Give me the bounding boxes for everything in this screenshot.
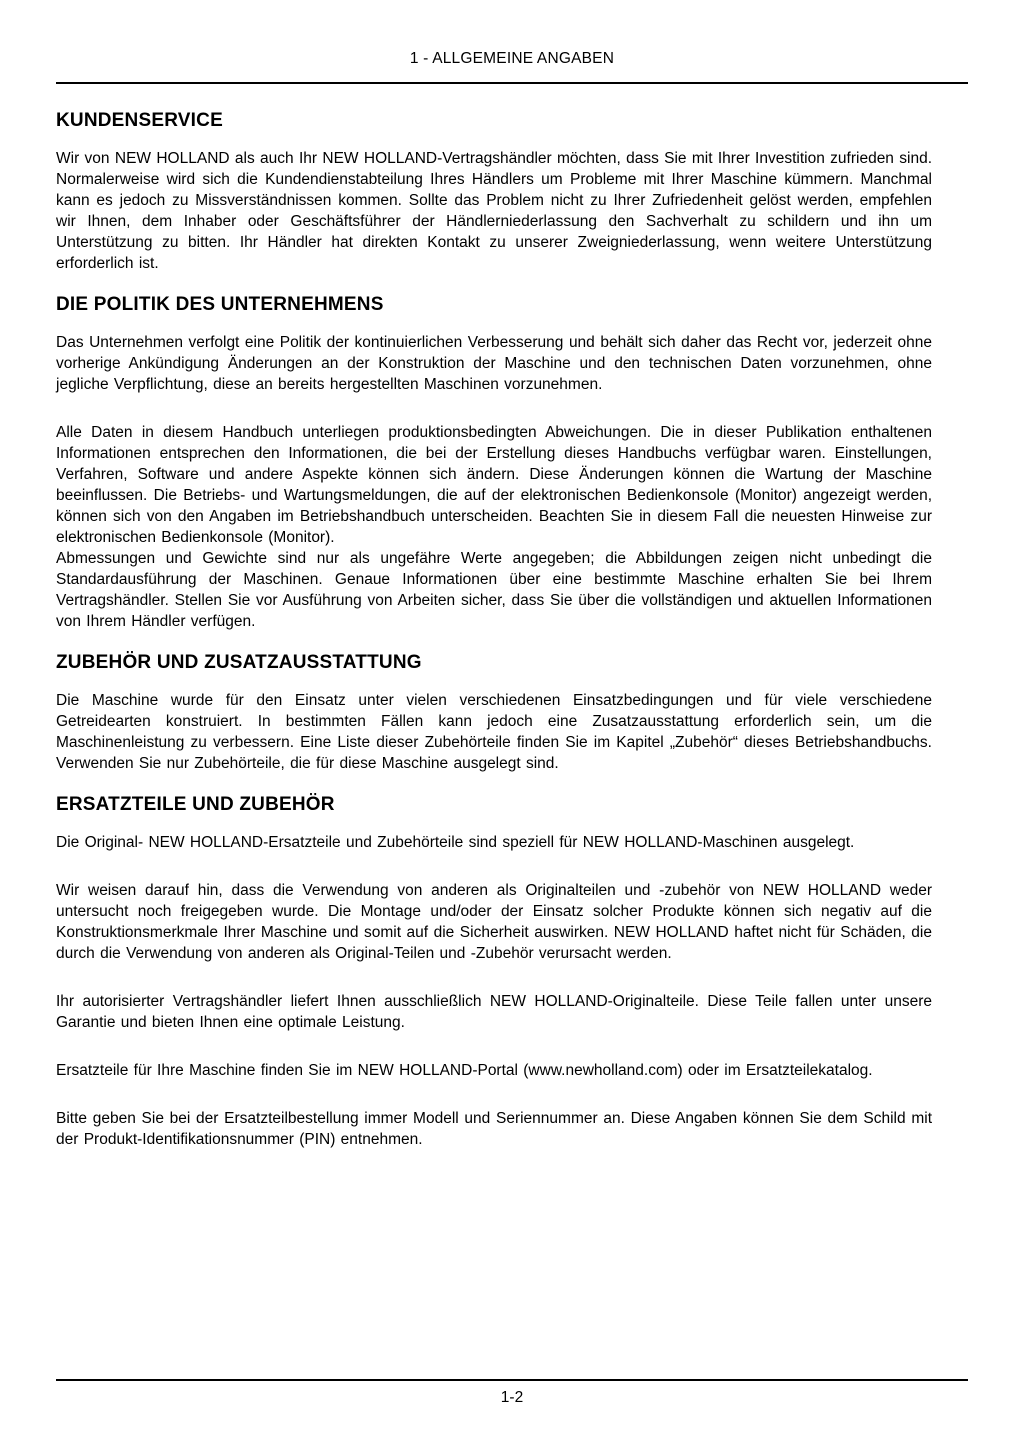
section-heading: ZUBEHÖR UND ZUSATZAUSSTATTUNG [56, 652, 422, 673]
paragraph: Bitte geben Sie bei der Ersatzteilbestellung immer Modell und Seriennummer an. Diese Angaben können Sie dem Schild mit der Produkt-Identifikationsnummer (PIN) entnehmen. [56, 1110, 932, 1148]
paragraph: Wir weisen darauf hin, dass die Verwendung von anderen als Originalteilen und -zubehör von NEW HOLLAND weder untersucht noch freigegeben wurde. Die Montage und/oder der Einsatz solcher Produkte können sich negativ auf die Konstruktionsmerkmale Ihrer Maschine und somit auf die Sicherheit auswirken. NEW HOLLAND haftet nicht für Schäden, die durch die Verwendung von anderen als Original-Teilen und -Zubehör verursacht werden. [56, 882, 932, 962]
section-kundenservice [56, 110, 932, 274]
section-heading: DIE POLITIK DES UNTERNEHMENS [56, 294, 384, 315]
paragraph: Das Unternehmen verfolgt eine Politik der kontinuierlichen Verbesserung und behält sich daher das Recht vor, jederzeit ohne vorherige Ankündigung Änderungen an der Konstruktion der Maschine und den technischen Daten vorzunehmen, ohne jegliche Verpflichtung, diese an bereits hergestellten Maschinen vorzunehmen. [56, 334, 932, 393]
paragraph: Die Original- NEW HOLLAND-Ersatzteile und Zubehörteile sind speziell für NEW HOLLAND-Maschinen ausgelegt. [56, 834, 855, 851]
paragraph: Abmessungen und Gewichte sind nur als ungefähre Werte angegeben; die Abbildungen zeigen nicht unbedingt die Standardausführung der Maschinen. Genaue Informationen über eine bestimmte Maschine erhalten Sie bei Ihrem Vertragshändler. Stellen Sie vor Ausführung von Arbeiten sicher, dass Sie über die vollständigen und aktuellen Informationen von Ihrem Händler verfügen. [56, 550, 932, 630]
paragraph: Ihr autorisierter Vertragshändler liefert Ihnen ausschließlich NEW HOLLAND-Originalteile. Diese Teile fallen unter unsere Garantie und bieten Ihnen eine optimale Leistung. [56, 993, 932, 1031]
section-heading: KUNDENSERVICE [56, 110, 223, 131]
paragraph: Wir von NEW HOLLAND als auch Ihr NEW HOLLAND-Vertragshändler möchten, dass Sie mit Ihrer Investition zufrieden sind. Normalerweise wird sich die Kundendienstabteilung Ihres Händlers um Probleme mit Ihrer Maschine kümmern. Manchmal kann es jedoch zu Missverständnissen kommen. Sollte das Problem nicht zu Ihrer Zufriedenheit gelöst werden, empfehlen wir Ihnen, dem Inhaber oder Geschäftsführer der Händlerniederlassung den Sachverhalt zu schildern und ihn um Unterstützung zu bitten. Ihr Händler hat direkten Kontakt zu unserer Zweigniederlassung, wenn weitere Unterstützung erforderlich ist. [56, 150, 932, 272]
paragraph: Ersatzteile für Ihre Maschine finden Sie im NEW HOLLAND-Portal (www.newholland.com) oder im Ersatzteilekatalog. [56, 1062, 873, 1079]
paragraph: Alle Daten in diesem Handbuch unterliegen produktionsbedingten Abweichungen. Die in dieser Publikation enthaltenen Informationen entsprechen den Informationen, die bei der Erstellung dieses Handbuchs verfügbar waren. Einstellungen, Verfahren, Software und andere Aspekte können sich ändern. Diese Änderungen können die Wartung der Maschine beeinflussen. Die Betriebs- und Wartungsmeldungen, die auf der elektronischen Bedienkonsole (Monitor) angezeigt werden, können sich von den Angaben im Betriebshandbuch unterscheiden. Beachten Sie in diesem Fall die neuesten Hinweise zur elektronischen Bedienkonsole (Monitor). [56, 424, 932, 546]
section-ersatzteile [56, 794, 932, 1150]
chapter-title: 1 - ALLGEMEINE ANGABEN [409, 50, 615, 67]
paragraph: Die Maschine wurde für den Einsatz unter vielen verschiedenen Einsatzbedingungen und für viele verschiedene Getreidearten konstruiert. In bestimmten Fällen kann jedoch eine Zusatzausstattung erforderlich sein, um die Maschinenleistung zu verbessern. Eine Liste dieser Zubehörteile finden Sie im Kapitel „Zubehör“ dieses Betriebshandbuchs. Verwenden Sie nur Zubehörteile, die für diese Maschine ausgelegt sind. [56, 692, 932, 772]
section-politik [56, 294, 932, 632]
section-zubehoer-zusatzausstattung [56, 652, 932, 774]
page-number: 1-2 [500, 1389, 524, 1406]
section-heading: ERSATZTEILE UND ZUBEHÖR [56, 794, 335, 815]
page-content [56, 84, 968, 1379]
page-footer [56, 1379, 968, 1407]
page-header [56, 50, 968, 84]
